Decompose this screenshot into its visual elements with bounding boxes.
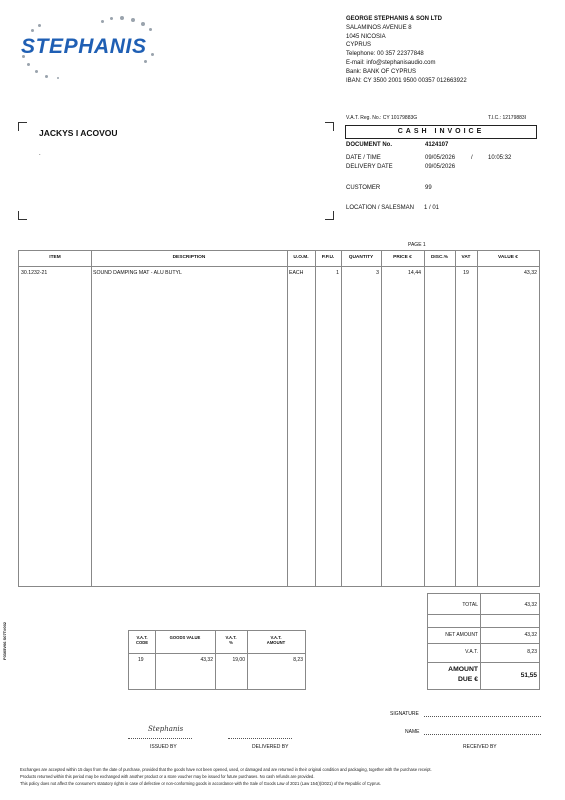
row-description: SOUND DAMPING MAT - ALU BUTYL	[93, 270, 182, 276]
total-value: 43,32	[524, 602, 537, 608]
company-address1: SALAMINOS AVENUE 8	[346, 24, 412, 31]
delivery-date: 09/05/2026	[425, 164, 456, 170]
amount-due-label	[428, 665, 478, 685]
items-table	[18, 250, 540, 587]
document-number: 4124107	[425, 142, 449, 148]
received-by-label: RECEIVED BY	[463, 744, 497, 750]
column-divider	[315, 251, 316, 586]
row-divider	[428, 614, 539, 615]
company-bank: Bank: BANK OF CYPRUS	[346, 68, 417, 75]
address-corner	[18, 211, 27, 220]
column-divider	[341, 251, 342, 586]
customer-address: .	[39, 151, 41, 157]
address-corner	[325, 122, 334, 131]
amount-due-label-line2: DUE €	[457, 676, 478, 683]
location-salesman: 1 / 01	[424, 205, 440, 211]
company-email: E-mail: info@stephanisaudio.com	[346, 59, 436, 66]
vat-code-header: V.A.T. CODE	[135, 635, 149, 645]
address-corner	[18, 122, 27, 131]
company-info	[346, 15, 556, 85]
form-code: F0305V06 S07T#002	[2, 621, 7, 660]
header-item: ITEM	[49, 255, 61, 260]
column-divider	[455, 251, 456, 586]
row-divider	[428, 662, 539, 663]
vat-amount-header: V.A.T. AMOUNT	[266, 635, 286, 645]
column-divider	[381, 251, 382, 586]
row-divider	[428, 643, 539, 644]
address-corner	[325, 211, 334, 220]
net-amount-label: NET AMOUNT	[445, 632, 478, 638]
vat-amount-value: 8,23	[293, 657, 303, 663]
row-divider	[428, 627, 539, 628]
header-value: VALUE €	[498, 255, 518, 260]
customer-name: JACKYS I ACOVOU	[39, 128, 118, 138]
issued-by-label: ISSUED BY	[150, 744, 177, 750]
row-value: 43,32	[524, 270, 537, 276]
column-divider	[91, 251, 92, 586]
name-line	[424, 734, 541, 735]
invoice-date: 09/05/2026	[425, 155, 456, 161]
header-ppu: P.P.U.	[321, 255, 335, 260]
vat-total-label: V.A.T.	[465, 649, 478, 655]
company-telephone: Telephone: 00 357 22377848	[346, 51, 424, 58]
invoice-time: 10:05:32	[488, 155, 512, 161]
column-divider	[424, 251, 425, 586]
header-quantity: QUANTITY	[348, 255, 374, 260]
header-description: DESCRIPTION	[172, 255, 206, 260]
header-vat: VAT	[461, 255, 471, 260]
total-label: TOTAL	[462, 602, 478, 608]
header-uom: U.O.M.	[293, 255, 309, 260]
column-divider	[287, 251, 288, 586]
company-name: GEORGE STEPHANIS & SON LTD	[346, 16, 442, 22]
goods-value: 43,32	[200, 657, 213, 663]
row-item-code: 30.1232-21	[21, 270, 48, 276]
amount-due-value: 51,55	[520, 672, 537, 679]
invoice-title: CASH INVOICE	[345, 125, 537, 139]
signature-line	[424, 716, 541, 717]
row-vat-code: 19	[463, 270, 469, 276]
delivered-by-line	[228, 738, 292, 739]
amount-due-label-line1: AMOUNT	[448, 666, 478, 673]
customer-label: CUSTOMER	[346, 185, 381, 191]
vat-total-value: 8,23	[527, 649, 537, 655]
vat-reg-no: V.A.T. Reg. No.: CY 10179883G	[346, 115, 418, 121]
vat-percent-value: 19,00	[232, 657, 245, 663]
tic-no: T.I.C.: 12179883I	[488, 115, 527, 121]
row-uom: EACH	[289, 270, 304, 276]
company-address2: 1045 NICOSIA	[346, 33, 386, 40]
name-label: NAME	[405, 729, 420, 735]
vat-percent-header: V.A.T. %	[225, 635, 237, 645]
logo-wordmark: STEPHANIS	[21, 35, 147, 58]
company-iban: IBAN: CY 3500 2001 9500 00357 012663922	[346, 77, 467, 84]
vat-summary-table	[128, 630, 306, 690]
header-price: PRICE €	[393, 255, 412, 260]
delivered-by-label: DELIVERED BY	[252, 744, 289, 750]
date-time-label: DATE / TIME	[346, 155, 381, 161]
document-label: DOCUMENT No.	[346, 142, 392, 148]
goods-value-header: GOODS VALUE	[169, 635, 201, 640]
header-discount: DISC.%	[430, 255, 449, 260]
vat-code-value: 19	[138, 657, 144, 663]
customer-number: 99	[425, 185, 432, 191]
row-price: 14,44	[408, 270, 421, 276]
row-ppu: 1	[336, 270, 339, 276]
totals-table	[427, 593, 540, 690]
footer-line-3: This policy does not affect the consumer's statutory rights in case of defective or non-conforming goods in accordance with the Sale of Goods Law of 2021 (Law 154(I)/2021) of the Republic of Cyprus.	[20, 781, 381, 786]
issued-by-line	[128, 738, 192, 739]
signature-label: SIGNATURE	[390, 711, 419, 717]
column-divider	[477, 251, 478, 586]
delivery-date-label: DELIVERY DATE	[346, 164, 393, 170]
footer-line-1: Exchanges are accepted within 15 days from the date of purchase, provided that the goods have not been opened, used, or damaged and are returned in their original condition and packaging, together with the purchase receipt.	[20, 767, 432, 772]
row-quantity: 3	[376, 270, 379, 276]
handwritten-signature: Stephanis	[148, 725, 184, 733]
page-number: PAGE 1	[408, 242, 426, 248]
location-label: LOCATION / SALESMAN	[346, 205, 414, 211]
net-amount-value: 43,32	[524, 632, 537, 638]
date-time-separator: /	[471, 155, 473, 161]
footer-line-2: Products returned within this period may be exchanged with another product or a store voucher may be issued for future purchases. No cash refunds are provided.	[20, 774, 315, 779]
company-country: CYPRUS	[346, 42, 372, 49]
